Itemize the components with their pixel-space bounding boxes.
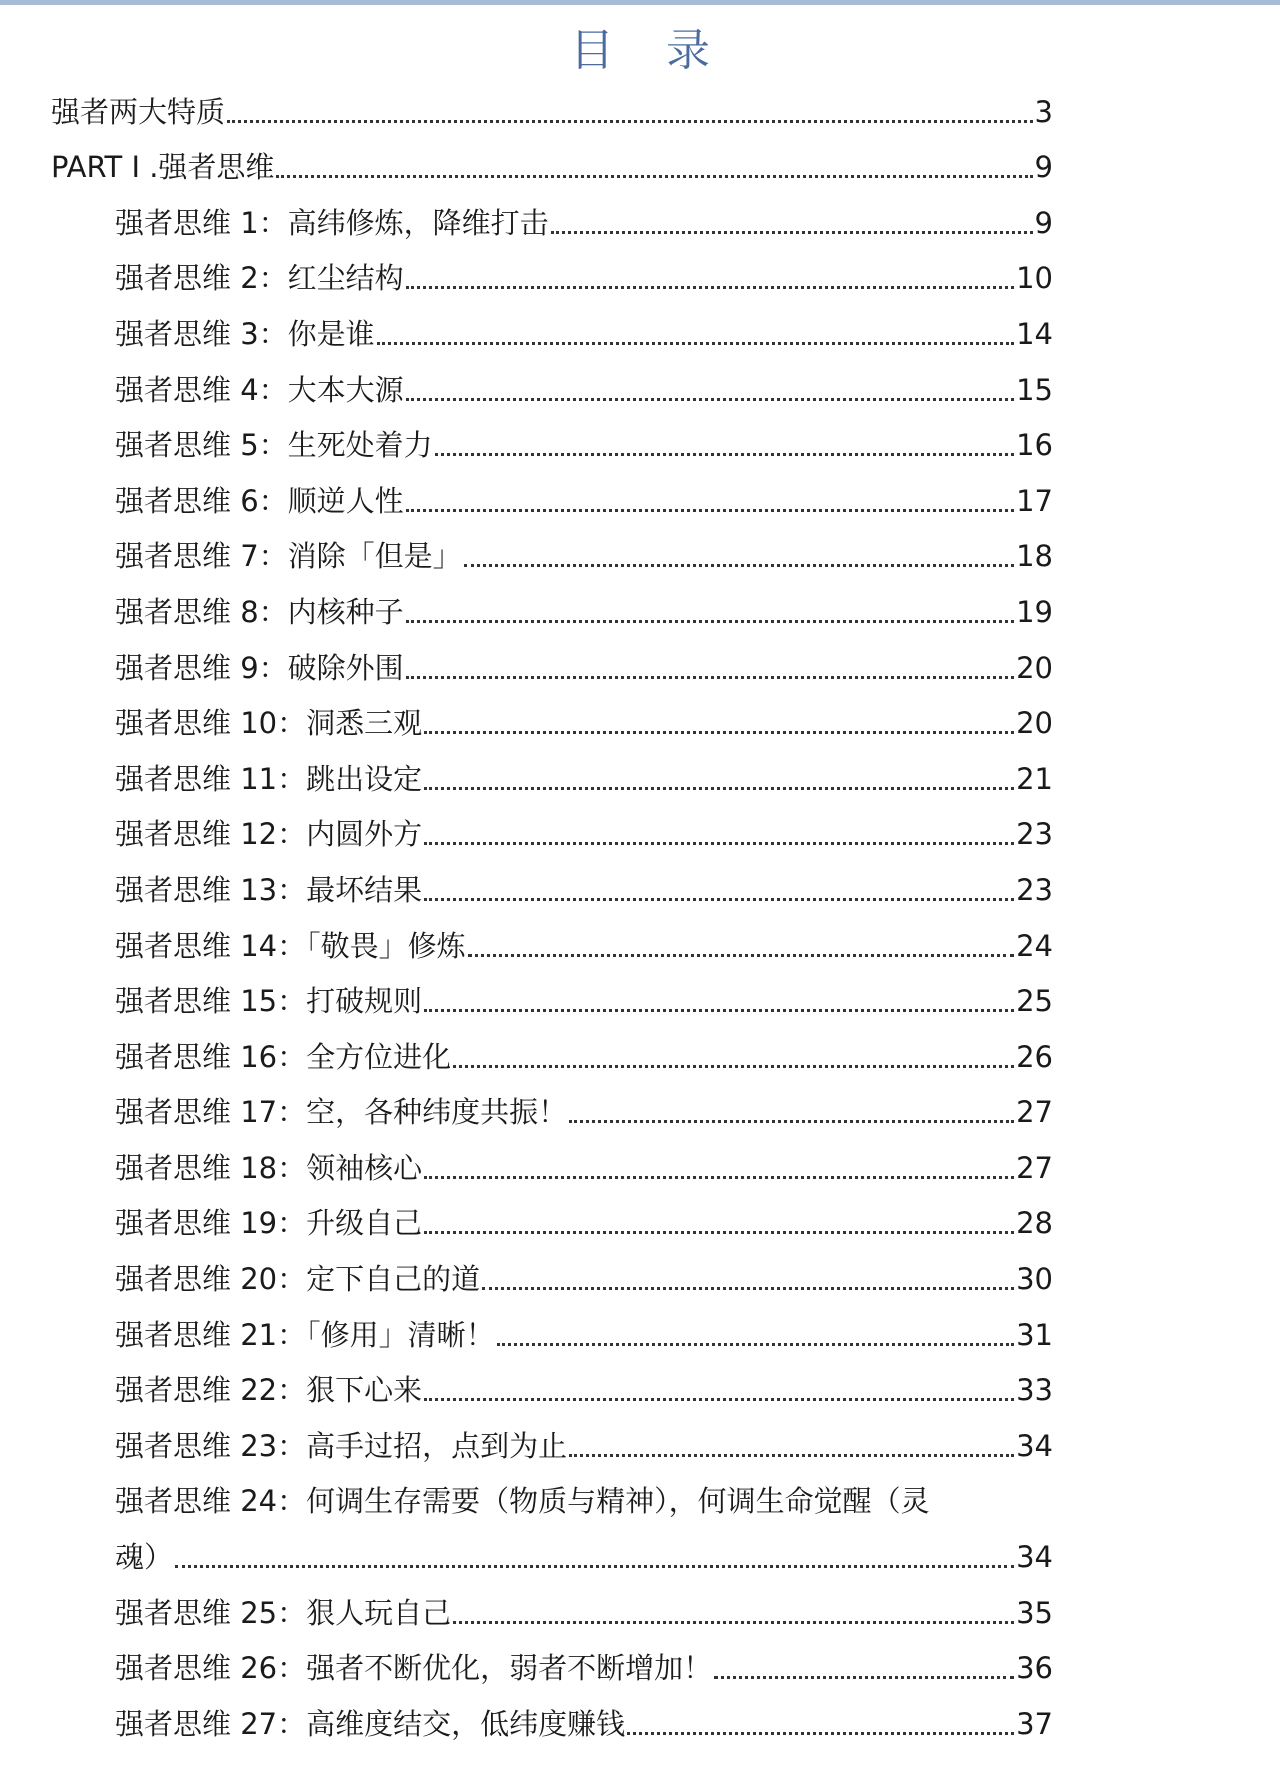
toc-page-number: 14	[1016, 316, 1053, 351]
dot-leader	[406, 398, 1014, 401]
toc-entry[interactable]	[51, 1243, 1053, 1299]
toc-entry-title: 强者思维 14：「敬畏」修炼	[115, 928, 466, 963]
toc-page-number: 26	[1016, 1039, 1053, 1074]
title-char-1: 目	[570, 25, 614, 76]
toc-page-number: 28	[1016, 1206, 1053, 1241]
toc-entry-title: 强者思维 22：狠下心来	[115, 1373, 423, 1408]
toc-page-number: 20	[1016, 650, 1053, 685]
dot-leader	[569, 1454, 1014, 1457]
toc-page-number: 33	[1016, 1373, 1053, 1408]
toc-entry[interactable]	[51, 1633, 1053, 1689]
toc-page-number: 36	[1016, 1651, 1053, 1686]
toc-page-number: 35	[1016, 1595, 1053, 1630]
toc-entry-title: 强者思维 26：强者不断优化，弱者不断增加！	[115, 1651, 713, 1686]
toc-page-number: 15	[1016, 372, 1053, 407]
dot-leader	[424, 731, 1014, 734]
toc-page-number: 23	[1016, 817, 1053, 852]
dot-leader	[482, 1287, 1014, 1290]
toc-entry-title: 强者思维 18：领袖核心	[115, 1150, 423, 1185]
toc-entry[interactable]	[51, 1466, 1053, 1522]
toc-entry-title: 强者思维 5：生死处着力	[115, 428, 433, 463]
toc-entry[interactable]	[51, 576, 1053, 632]
toc-page-number: 27	[1016, 1095, 1053, 1130]
dot-leader	[424, 842, 1014, 845]
dot-leader	[424, 1231, 1014, 1234]
toc-entry[interactable]	[51, 966, 1053, 1022]
toc-entry[interactable]	[51, 187, 1053, 243]
dot-leader	[377, 342, 1014, 345]
dot-leader	[551, 231, 1033, 234]
toc-entry-title: 强者思维 11：跳出设定	[115, 761, 423, 796]
toc-page-number: 34	[1016, 1428, 1053, 1463]
toc-entry-title: 强者思维 17：空，各种纬度共振！	[115, 1095, 568, 1130]
toc-page-number: 23	[1016, 872, 1053, 907]
dot-leader	[406, 676, 1014, 679]
dot-leader	[424, 1009, 1014, 1012]
dot-leader	[406, 286, 1014, 289]
toc-entry-title: 强者思维 27：高维度结交，低纬度赚钱	[115, 1706, 626, 1741]
toc-entry-title: 强者思维 7：消除「但是」	[115, 539, 462, 574]
toc-page-number: 27	[1016, 1150, 1053, 1185]
toc-entry-title: 强者思维 23：高手过招，点到为止	[115, 1428, 568, 1463]
table-of-contents	[51, 76, 1053, 1744]
toc-entry[interactable]	[51, 854, 1053, 910]
toc-entry-title: 强者思维 3：你是谁	[115, 316, 375, 351]
toc-entry-title: 强者思维 10：洞悉三观	[115, 706, 423, 741]
toc-entry-title: 强者思维 9：破除外围	[115, 650, 404, 685]
toc-entry-continuation[interactable]	[51, 1521, 1053, 1577]
toc-entry-title: 强者思维 24：何调生存需要（物质与精神），何调生命觉醒（灵	[115, 1484, 930, 1519]
toc-entry[interactable]	[51, 76, 1053, 132]
toc-entry[interactable]	[51, 1577, 1053, 1633]
toc-entry[interactable]	[51, 243, 1053, 299]
toc-entry-title: 强者思维 19：升级自己	[115, 1206, 423, 1241]
dot-leader	[406, 509, 1014, 512]
dot-leader	[175, 1565, 1014, 1568]
toc-entry[interactable]	[51, 632, 1053, 688]
dot-leader	[424, 1398, 1014, 1401]
toc-entry-title: 强者思维 20：定下自己的道	[115, 1262, 481, 1297]
title-char-2: 录	[666, 25, 710, 76]
toc-entry[interactable]	[51, 465, 1053, 521]
toc-entry-title-cont: 魂）	[115, 1540, 174, 1575]
toc-entry[interactable]	[51, 521, 1053, 577]
toc-entry-title: 强者思维 21：「修用」清晰！	[115, 1317, 495, 1352]
toc-entry-title: 强者思维 25：狠人玩自己	[115, 1595, 452, 1630]
toc-entry-title: 强者思维 12：内圆外方	[115, 817, 423, 852]
toc-entry[interactable]	[51, 298, 1053, 354]
toc-page-number: 9	[1034, 150, 1053, 185]
dot-leader	[714, 1676, 1014, 1679]
toc-entry-title: 强者思维 16：全方位进化	[115, 1039, 452, 1074]
toc-entry-title: 强者两大特质	[51, 94, 226, 129]
toc-page-number: 21	[1016, 761, 1053, 796]
dot-leader	[569, 1120, 1014, 1123]
toc-entry[interactable]	[51, 743, 1053, 799]
dot-leader	[406, 620, 1014, 623]
toc-entry[interactable]	[51, 354, 1053, 410]
toc-page-number: 24	[1016, 928, 1053, 963]
dot-leader	[424, 1176, 1014, 1179]
toc-entry[interactable]	[51, 1355, 1053, 1411]
toc-entry-title: 强者思维 6：顺逆人性	[115, 483, 404, 518]
toc-entry-title: 强者思维 4：大本大源	[115, 372, 404, 407]
dot-leader	[627, 1732, 1014, 1735]
dot-leader	[468, 954, 1014, 957]
toc-entry-title: 强者思维 8：内核种子	[115, 594, 404, 629]
toc-entry[interactable]	[51, 132, 1053, 188]
dot-leader	[453, 1065, 1014, 1068]
page-title	[0, 14, 1280, 78]
toc-page-number: 10	[1016, 261, 1053, 296]
toc-entry[interactable]	[51, 1188, 1053, 1244]
dot-leader	[453, 1621, 1014, 1624]
toc-entry[interactable]	[51, 688, 1053, 744]
dot-leader	[464, 564, 1014, 567]
toc-page-number: 31	[1016, 1317, 1053, 1352]
toc-page-number: 25	[1016, 984, 1053, 1019]
toc-entry[interactable]	[51, 1132, 1053, 1188]
dot-leader	[435, 453, 1014, 456]
dot-leader	[227, 120, 1033, 123]
toc-page-number: 9	[1034, 205, 1053, 240]
toc-entry[interactable]	[51, 410, 1053, 466]
toc-entry[interactable]	[51, 1688, 1053, 1744]
toc-page-number: 19	[1016, 594, 1053, 629]
dot-leader	[497, 1343, 1014, 1346]
toc-page-number: 17	[1016, 483, 1053, 518]
toc-entry[interactable]	[51, 1299, 1053, 1355]
toc-entry[interactable]	[51, 799, 1053, 855]
toc-page-number: 3	[1034, 94, 1053, 129]
dot-leader	[276, 175, 1032, 178]
toc-page-number: 34	[1016, 1540, 1053, 1575]
toc-page-number: 20	[1016, 706, 1053, 741]
toc-page-number: 30	[1016, 1262, 1053, 1297]
toc-entry-title: 强者思维 15：打破规则	[115, 984, 423, 1019]
toc-page-number: 37	[1016, 1706, 1053, 1741]
toc-entry-title: 强者思维 1：高纬修炼，降维打击	[115, 205, 549, 240]
toc-entry-title: PART I .强者思维	[51, 150, 275, 185]
toc-entry[interactable]	[51, 1077, 1053, 1133]
toc-entry-title: 强者思维 13：最坏结果	[115, 872, 423, 907]
toc-entry[interactable]	[51, 1410, 1053, 1466]
dot-leader	[424, 787, 1014, 790]
toc-page-number: 18	[1016, 539, 1053, 574]
toc-entry-title: 强者思维 2：红尘结构	[115, 261, 404, 296]
toc-entry[interactable]	[51, 910, 1053, 966]
dot-leader	[424, 898, 1014, 901]
top-border	[0, 0, 1280, 5]
toc-page-number: 16	[1016, 428, 1053, 463]
toc-entry[interactable]	[51, 1021, 1053, 1077]
